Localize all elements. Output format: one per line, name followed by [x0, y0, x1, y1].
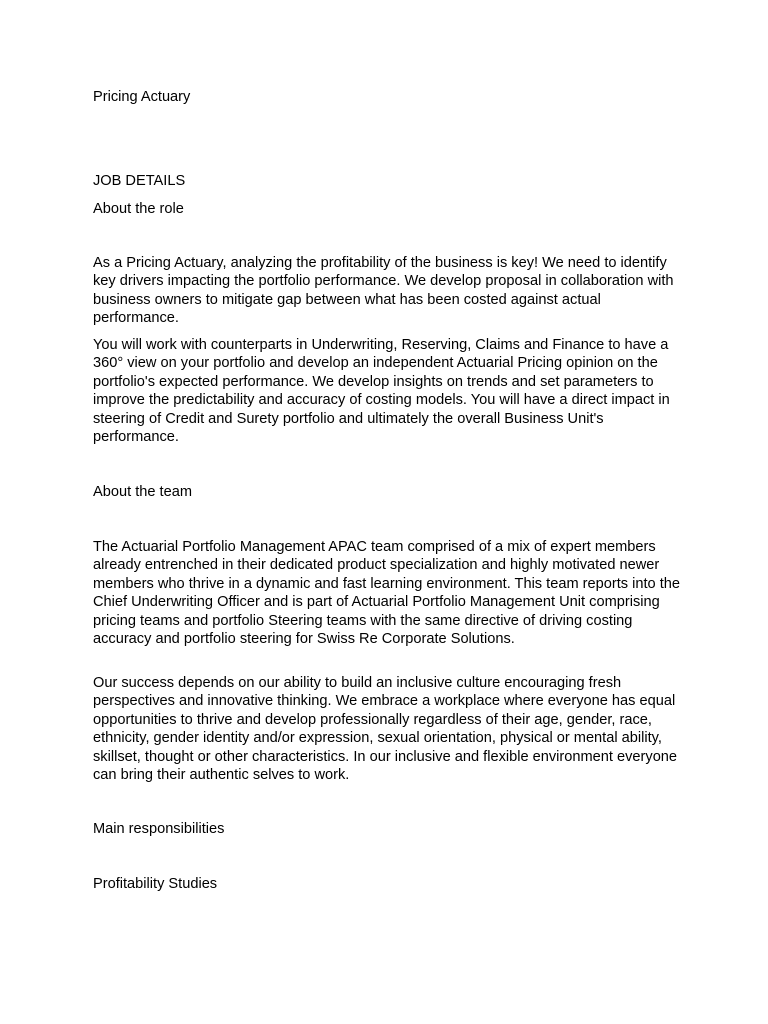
heading-about-the-role: About the role — [93, 201, 184, 217]
heading-profitability-studies: Profitability Studies — [93, 876, 218, 892]
heading-about-the-team: About the team — [93, 484, 192, 500]
team-paragraph-1: The Actuarial Portfolio Management APAC team comprised of a mix of expert members already entrenched in their dedicated product specialization and highly motivated newer members who thrive in a dynamic and fast learning environment. This team reports into the Chief Underwriting Officer and is part of Actuarial Portfolio Management Unit comprising pricing teams and portfolio Steering teams with the same directive of driving costing accuracy and portfolio steering for Swiss Re Corporate Solutions. — [93, 539, 681, 648]
role-paragraph-2: You will work with counterparts in Underwriting, Reserving, Claims and Finance to have a 360° view on your portfolio and develop an independent Actuarial Pricing opinion on the portfolio's expected performance. We develop insights on trends and set parameters to improve the predictability and accuracy of costing models. You will have a direct impact in steering of Credit and Surety portfolio and ultimately the overall Business Unit's performance. — [93, 337, 670, 446]
role-paragraph-1: As a Pricing Actuary, analyzing the profitability of the business is key! We need to identify key drivers impacting the portfolio performance. We develop proposal in collaboration with business owners to mitigate gap between what has been costed against actual performance. — [93, 255, 674, 327]
document-title: Pricing Actuary — [93, 89, 191, 105]
section-heading-job-details: JOB DETAILS — [93, 173, 186, 189]
heading-main-responsibilities: Main responsibilities — [93, 821, 225, 837]
team-paragraph-2: Our success depends on our ability to build an inclusive culture encouraging fresh perspectives and innovative thinking. We embrace a workplace where everyone has equal opportunities to thrive and develop professionally regardless of their age, gender, race, ethnicity, gender identity and/or expression, sexual orientation, physical or mental ability, skillset, thought or other characteristics. In our inclusive and flexible environment everyone can bring their authentic selves to work. — [93, 675, 678, 784]
